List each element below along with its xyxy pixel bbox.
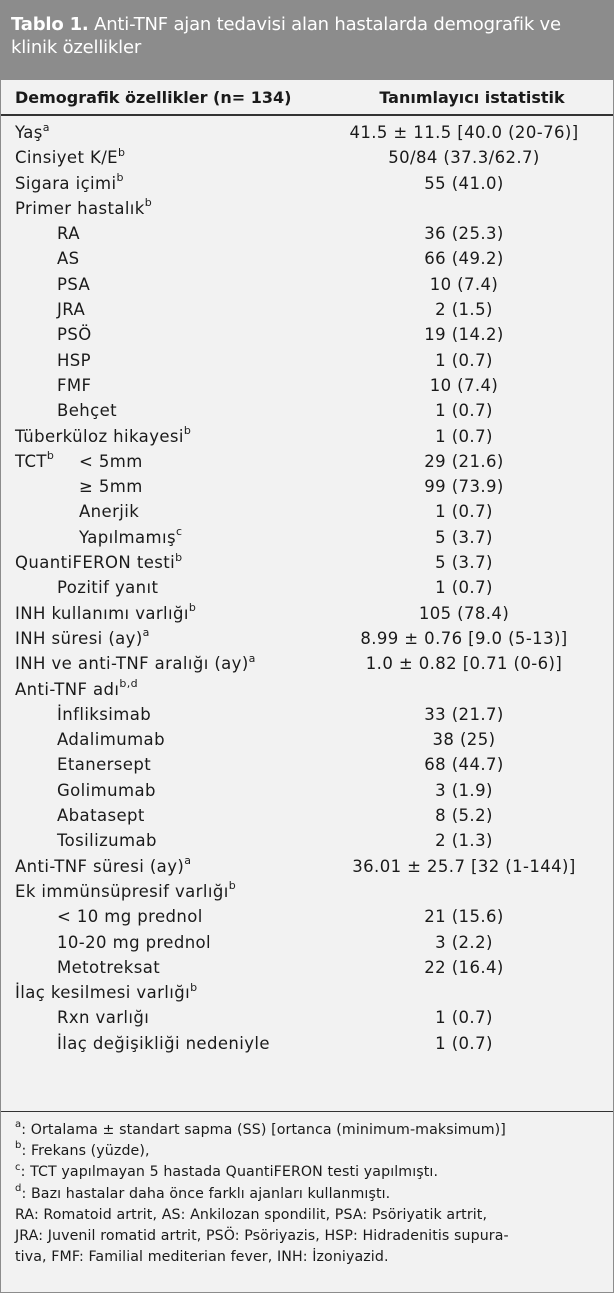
row-label	[15, 879, 236, 904]
row-label	[57, 930, 211, 955]
row-label-text: Anti-TNF süresi (ay)	[15, 856, 185, 876]
row-label-text: Golimumab	[57, 780, 156, 800]
table-row	[1, 348, 613, 373]
row-value: 38 (25)	[432, 730, 496, 750]
row-label	[57, 904, 203, 929]
row-label-text: Adalimumab	[57, 730, 165, 750]
row-label-text: HSP	[57, 350, 92, 370]
abbreviations	[15, 1205, 603, 1269]
row-label-text: İlaç değişikliği nedeniyle	[57, 1033, 270, 1053]
table-row	[1, 575, 613, 600]
row-label	[57, 752, 151, 777]
row-value: 36.01 ± 25.7 [32 (1-144)]	[352, 856, 576, 876]
row-label	[57, 1031, 270, 1056]
row-value: 3 (1.9)	[435, 780, 493, 800]
row-value: 41.5 ± 11.5 [40.0 (20-76)]	[349, 123, 579, 142]
footnote-marker: b	[190, 980, 198, 994]
table-row	[1, 752, 613, 777]
row-label	[15, 677, 138, 702]
table-row	[1, 702, 613, 727]
footnote-marker: b	[117, 145, 126, 159]
row-value: 8.99 ± 0.76 [9.0 (5-13)]	[360, 628, 568, 648]
row-label	[57, 727, 165, 752]
row-label	[57, 1005, 149, 1030]
row-label	[57, 398, 117, 423]
table-row	[1, 297, 613, 322]
row-label-text: PSÖ	[57, 325, 92, 345]
row-label-text: QuantiFERON testi	[15, 553, 176, 573]
table-row	[1, 955, 613, 980]
row-label	[15, 626, 150, 651]
table-row	[1, 727, 613, 752]
footnote-marker: a	[15, 1119, 22, 1131]
footnote	[15, 1141, 603, 1162]
abbreviation-line: JRA: Juvenil romatid artrit, PSÖ: Psöriyazis, HSP: Hidradenitis supura-	[15, 1228, 509, 1245]
row-value: 8 (5.2)	[435, 806, 493, 826]
row-value: 21 (15.6)	[424, 907, 504, 927]
caption-text: Anti-TNF ajan tedavisi alan hastalarda demografik ve klinik özellikler	[11, 14, 561, 58]
table-row	[1, 1031, 613, 1056]
row-value: 1.0 ± 0.82 [0.71 (0-6)]	[365, 654, 563, 674]
table-row	[1, 803, 613, 828]
footnote-marker: a	[248, 651, 256, 665]
row-value: 29 (21.6)	[424, 451, 504, 471]
footnote-text: : TCT yapılmayan 5 hastada QuantiFERON testi yapılmıştı.	[20, 1164, 439, 1181]
table-row	[1, 550, 613, 575]
table-row	[1, 626, 613, 651]
row-value: 105 (78.4)	[418, 603, 510, 623]
row-label-text: Sigara içimi	[15, 173, 117, 193]
footnote-marker: a	[142, 626, 150, 640]
row-label-text: Tosilizumab	[57, 831, 157, 851]
row-label	[15, 171, 124, 196]
footnote-marker: b	[188, 601, 197, 615]
table-body	[1, 116, 613, 1056]
row-label-text: Tüberküloz hikayesi	[15, 426, 184, 446]
row-value: 50/84 (37.3/62.7)	[388, 148, 540, 168]
row-label-suffix: < 5mm	[79, 451, 143, 471]
row-label	[57, 803, 145, 828]
row-label-text: Ek immünsüpresif varlığı	[15, 881, 229, 901]
footnote-marker: b	[228, 879, 237, 893]
table-caption	[1, 1, 613, 80]
table-row	[1, 854, 613, 879]
caption-label: Tablo 1.	[11, 14, 89, 35]
column-header	[1, 80, 613, 116]
row-label	[15, 145, 125, 170]
table-row	[1, 651, 613, 676]
row-label	[15, 196, 152, 221]
footnote-marker: d	[15, 1182, 22, 1194]
row-label	[57, 221, 80, 246]
row-label	[15, 980, 198, 1005]
row-label-text: Anti-TNF adı	[15, 679, 120, 699]
row-label-text: Rxn varlığı	[57, 1008, 150, 1028]
table-row	[1, 272, 613, 297]
row-label-text: PSA	[57, 274, 91, 294]
footnote	[15, 1162, 603, 1183]
row-label	[57, 272, 90, 297]
table-row	[1, 322, 613, 347]
row-label-text: 10-20 mg prednol	[57, 932, 212, 952]
footnote-text: : Ortalama ± standart sapma (SS) [ortanca (minimum-maksimum)]	[21, 1122, 506, 1138]
row-label	[57, 322, 92, 347]
row-value: 10 (7.4)	[429, 274, 499, 294]
row-label	[57, 373, 91, 398]
row-label	[15, 449, 54, 474]
row-value: 66 (49.2)	[424, 249, 504, 269]
row-label-text: Primer hastalık	[15, 198, 145, 218]
row-label-text: Yapılmamış	[79, 527, 176, 547]
row-label	[57, 297, 85, 322]
row-label-text: < 10 mg prednol	[57, 907, 203, 927]
row-label-text: Cinsiyet K/E	[15, 148, 118, 168]
footnote-marker: b	[183, 424, 192, 438]
row-value: 1 (0.7)	[435, 578, 493, 598]
table-row	[1, 474, 613, 499]
table-row	[1, 246, 613, 271]
row-value: 1 (0.7)	[435, 426, 493, 446]
row-label	[79, 499, 139, 524]
row-label-text: Abatasept	[57, 806, 145, 826]
row-label-text: Metotreksat	[57, 957, 161, 977]
row-value: 5 (3.7)	[435, 553, 493, 573]
table-row	[1, 879, 613, 904]
footnote-marker: b	[144, 196, 153, 210]
row-label-text: RA	[57, 224, 80, 244]
footnote-text: : Frekans (yüzde),	[21, 1143, 150, 1160]
row-label	[57, 778, 156, 803]
row-value: 1 (0.7)	[435, 1033, 493, 1053]
row-label-text: TCT	[15, 451, 47, 471]
table-footer	[1, 1111, 613, 1268]
footnote-marker: a	[184, 854, 192, 868]
row-label	[57, 246, 80, 271]
row-value: 22 (16.4)	[424, 957, 504, 977]
footnote-marker: c	[176, 525, 183, 539]
row-label	[15, 601, 196, 626]
row-value: 68 (44.7)	[424, 755, 504, 775]
row-label	[79, 525, 182, 550]
row-value: 10 (7.4)	[429, 375, 499, 395]
row-label-text: Pozitif yanıt	[57, 578, 159, 598]
row-label-text: Etanersept	[57, 755, 152, 775]
row-label-text: Anerjik	[79, 502, 140, 522]
table-row	[1, 601, 613, 626]
row-label	[57, 348, 91, 373]
row-label-text: JRA	[57, 300, 86, 320]
row-label-text: INH kullanımı varlığı	[15, 603, 189, 623]
table-row	[1, 499, 613, 524]
table-row	[1, 145, 613, 170]
footnote-text: : Bazı hastalar daha önce farklı ajanları kullanmıştı.	[21, 1185, 391, 1202]
table-row	[1, 828, 613, 853]
row-value: 36 (25.3)	[424, 224, 504, 244]
table-row	[1, 778, 613, 803]
row-label-text: FMF	[57, 375, 92, 395]
row-value: 55 (41.0)	[424, 173, 504, 193]
row-value: 5 (3.7)	[435, 527, 493, 547]
table-row	[1, 1005, 613, 1030]
table-row	[1, 120, 613, 145]
row-label	[57, 575, 158, 600]
row-value: 1 (0.7)	[435, 502, 493, 522]
footnote-marker: c	[15, 1161, 21, 1173]
row-label	[57, 828, 157, 853]
row-label	[57, 702, 151, 727]
row-label	[79, 474, 143, 499]
row-label-text: AS	[57, 249, 80, 269]
footnote-marker: b,d	[119, 677, 139, 691]
row-label-text: İnfliksimab	[57, 704, 152, 724]
row-label-text: Yaş	[15, 123, 43, 142]
row-value: 3 (2.2)	[435, 932, 493, 952]
table-row	[1, 373, 613, 398]
footnote-marker: b	[46, 449, 55, 463]
row-value: 1 (0.7)	[435, 401, 493, 421]
table-row	[1, 196, 613, 221]
abbreviation-line: tiva, FMF: Familial mediterian fever, INH: İzoniyazid.	[15, 1249, 389, 1266]
footnotes	[15, 1120, 603, 1205]
row-label	[15, 854, 191, 879]
footnote-marker: b	[15, 1140, 22, 1152]
footnote	[15, 1120, 603, 1141]
row-label-text: ≥ 5mm	[79, 477, 143, 497]
row-label-text: Behçet	[57, 401, 118, 421]
row-value: 1 (0.7)	[435, 350, 493, 370]
row-label	[15, 550, 182, 575]
row-label-text: İlaç kesilmesi varlığı	[15, 983, 191, 1003]
row-value: 2 (1.5)	[435, 300, 493, 320]
row-label	[15, 651, 256, 676]
table-row	[1, 171, 613, 196]
row-label	[15, 120, 50, 145]
table-row	[1, 930, 613, 955]
table-row	[1, 525, 613, 550]
row-value: 2 (1.3)	[435, 831, 493, 851]
row-value: 19 (14.2)	[424, 325, 504, 345]
footnote-marker: a	[42, 120, 50, 134]
table-row	[1, 221, 613, 246]
row-label	[57, 955, 160, 980]
table-row	[1, 677, 613, 702]
table-row	[1, 398, 613, 423]
footnote-marker: b	[116, 171, 124, 185]
row-label-text: INH süresi (ay)	[15, 628, 143, 648]
row-label-text: INH ve anti-TNF aralığı (ay)	[15, 654, 249, 674]
row-value: 33 (21.7)	[424, 704, 504, 724]
footnote	[15, 1184, 603, 1205]
table-row	[1, 424, 613, 449]
row-label	[15, 424, 191, 449]
table-row	[1, 449, 613, 474]
row-value: 99 (73.9)	[424, 477, 504, 497]
table-row	[1, 904, 613, 929]
column-header-left: Demografik özellikler (n= 134)	[15, 88, 292, 107]
footnote-marker: b	[175, 550, 183, 564]
table-row	[1, 980, 613, 1005]
row-value: 1 (0.7)	[435, 1008, 493, 1028]
abbreviation-line: RA: Romatoid artrit, AS: Ankilozan spondilit, PSA: Psöriyatik artrit,	[15, 1206, 488, 1223]
column-header-right: Tanımlayıcı istatistik	[379, 88, 565, 107]
